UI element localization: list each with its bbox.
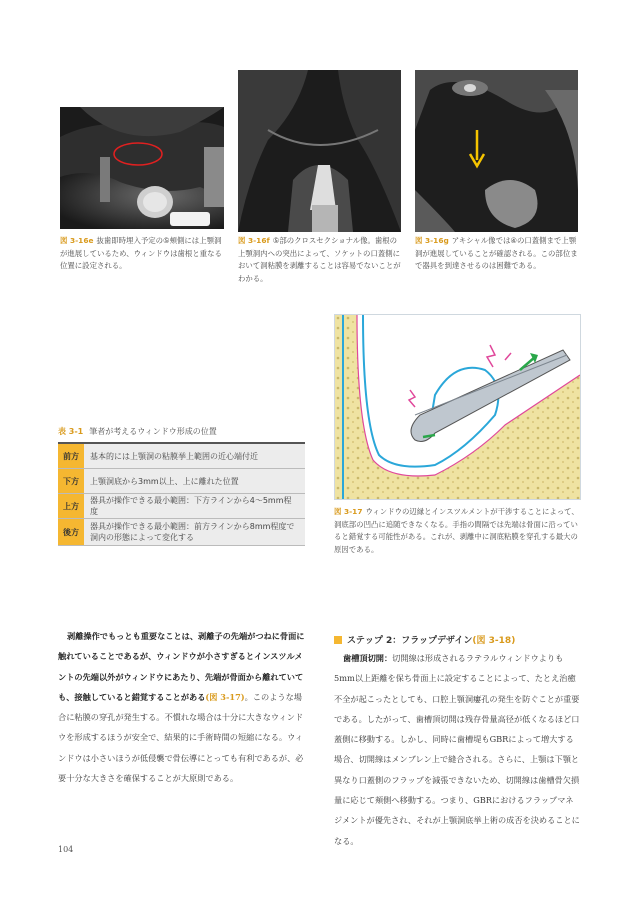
table-row	[58, 494, 305, 519]
caption-3-17	[334, 506, 580, 556]
row-key: 上方	[58, 494, 84, 518]
step-heading	[334, 633, 515, 646]
row-value: 器具が操作できる最小範囲：前方ラインから8mm程度で洞内の形態によって変化する	[84, 519, 305, 545]
caption-text: ⑤部のクロスセクショナル像。歯根の上顎洞内への突出によって、ソケットの口蓋側において洞粘膜を剥離することは容易でないことがわかる。	[238, 236, 401, 283]
figure-ref: (図 3-17)	[205, 691, 245, 702]
caption-text: 抜歯即時埋入予定の⑤頬側には上顎洞が進展しているため、ウィンドウは歯根と重なる位置に設定される。	[60, 236, 222, 271]
table-row	[58, 444, 305, 469]
heading-ref: (図 3-18)	[472, 636, 516, 646]
table-title	[58, 426, 217, 437]
row-value: 器具が操作できる最小範囲：下方ラインから4～5mm程度	[84, 494, 305, 518]
illustration-3-17	[334, 314, 581, 500]
caption-3-16f	[238, 235, 403, 285]
page-number: 104	[58, 845, 74, 854]
ct-image-3-16f	[238, 70, 401, 232]
position-table	[58, 442, 305, 546]
body-text: 。このような場合に粘膜の穿孔が発生する。不慣れな場合は十分に大きなウィンドウを形成するほうが安全で、結果的に手術時間の短縮になる。ウィンドウは小さいほうが低侵襲で骨伝導にとっても有利であるが、必要十分な大きさを確保することが大原則である。	[58, 691, 304, 784]
lead-text: 歯槽頂切開：	[343, 653, 393, 663]
table-row	[58, 469, 305, 494]
table-caption: 筆者が考えるウィンドウ形成の位置	[89, 427, 217, 436]
bold-text: 剥離操作でもっとも重要なことは、剥離子の先端がつねに骨面に触れていることであるが、ウィンドウが小さすぎるとインスツルメントの先端以外がウィンドウにあたり、先端が骨面から離れていても、接触していると錯覚することがある	[58, 631, 305, 702]
right-body-text	[334, 648, 580, 851]
caption-text: ウィンドウの辺縁とインスツルメントが干渉することによって、洞底部の凹凸に追随できなくなる。手指の間隔では先端は骨面に沿っていると錯覚する可能性がある。これが、剥離中に洞底粘膜を穿孔する最大の原因である。	[334, 507, 579, 554]
caption-3-16g	[415, 235, 580, 273]
ct-image-3-16e	[60, 107, 224, 229]
body-text: 切開線は形成されるラテラルウィンドウよりも5mm以上距離を保ち骨面上に設定することによって、たとえ治癒不全が起こったとしても、口腔上顎洞瘻孔の発生を防ぐことが重要である。したがって、歯槽頂切開は残存骨量高径が低くなるほど口蓋側に移動する。しかし、同時に歯槽堤もGBRによって増大する場合、切開線はメンブレン上で縫合される。さらに、上顎は下顎と異なり口蓋側のフラップを減張できないため、切開線は歯槽骨欠損量に応じて頬側へ移動する。つまり、GBRにおけるフラップマネジメントが優先され、それが上顎洞底挙上術の成否を決めることになる。	[334, 653, 580, 846]
row-key: 後方	[58, 519, 84, 545]
table-row	[58, 519, 305, 546]
heading-text: ステップ 2：フラップデザイン	[347, 636, 473, 646]
row-key: 下方	[58, 469, 84, 493]
heading-square-icon	[334, 636, 342, 644]
figure-label: 図 3-16g	[415, 236, 449, 245]
left-body-text	[58, 626, 306, 788]
caption-3-16e	[60, 235, 226, 273]
figure-label: 図 3-16f	[238, 236, 270, 245]
caption-text: アキシャル像では④の口蓋側まで上顎洞が進展していることが確認される。この部位まで器具を到達させるのは困難である。	[415, 236, 578, 271]
ct-image-3-16g	[415, 70, 578, 232]
figure-label: 図 3-16e	[60, 236, 94, 245]
table-label: 表 3-1	[58, 427, 84, 436]
row-value: 上顎洞底から3mm以上、上に離れた位置	[84, 469, 305, 493]
row-key: 前方	[58, 444, 84, 468]
row-value: 基本的には上顎洞の粘膜挙上範囲の近心端付近	[84, 444, 305, 468]
figure-label: 図 3-17	[334, 507, 363, 516]
